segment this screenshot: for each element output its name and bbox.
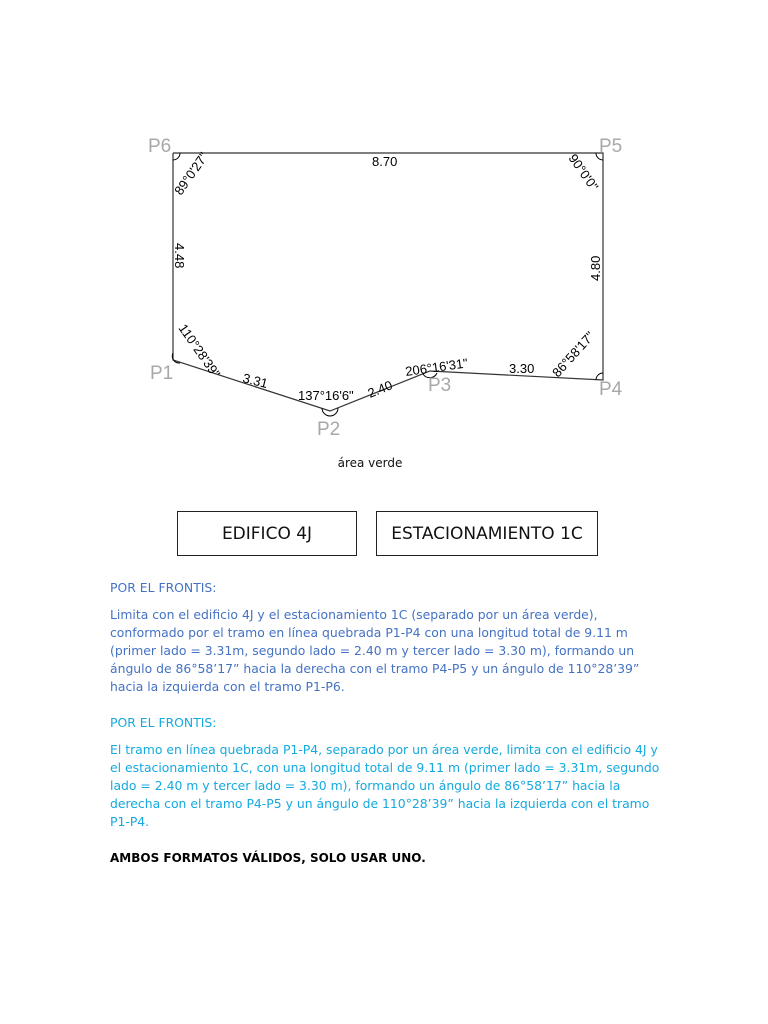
site-plan	[0, 0, 768, 480]
building-4j-box: EDIFICO 4J	[177, 511, 357, 556]
dim-p3-p4: 3.30	[509, 361, 535, 376]
angle-label-p3: 206°16'31"	[404, 355, 469, 379]
dim-p6-p1: 4.48	[172, 243, 187, 269]
area-verde-label: área verde	[337, 456, 403, 470]
point-label-p5: P5	[599, 136, 623, 157]
angle-arc-p6	[173, 153, 180, 160]
point-label-p2: P2	[317, 419, 341, 440]
parking-1c-box: ESTACIONAMIENTO 1C	[376, 511, 598, 556]
angle-label-p1: 110°28'39"	[175, 321, 224, 381]
angle-label-p5: 90°0'0"	[565, 151, 602, 194]
angle-label-p6: 89°0'27"	[171, 149, 212, 198]
section2-body: El tramo en línea quebrada P1-P4, separado por un área verde, limita con el edificio 4J y el estacionamiento 1C, con una longitud total de 9.11 m (primer lado = 3.31m, segundo lado = 2.40 m y tercer lado = 3.30 m), formando un ángulo de 86°58’17” hacia la derecha con el tramo P4-P5 y un ángulo de 110°28’39” hacia la izquierda con el tramo P1-P4.	[110, 742, 660, 829]
point-label-p1: P1	[150, 363, 174, 384]
dim-p2-p3: 2.40	[365, 377, 395, 401]
dim-p5-p4: 4.80	[588, 255, 603, 281]
usage-note: AMBOS FORMATOS VÁLIDOS, SOLO USAR UNO.	[110, 851, 426, 865]
dim-p1-p2: 3.31	[241, 370, 270, 392]
angle-label-p4: 86°58'17"	[549, 328, 598, 381]
dim-p6-p5: 8.70	[372, 154, 398, 169]
point-label-p3: P3	[428, 375, 452, 396]
angle-label-p2: 137°16'6"	[298, 388, 354, 403]
plan-outline	[173, 153, 603, 411]
section1-body: Limita con el edificio 4J y el estacionamiento 1C (separado por un área verde), conformado por el tramo en línea quebrada P1-P4 con una longitud total de 9.11 m (primer lado = 3.31m, segundo lado = 2.40 m y tercer lado = 3.30 m), formando un ángulo de 86°58’17” hacia la derecha con el tramo P4-P5 y un ángulo de 110°28’39” hacia la izquierda con el tramo P1-P6.	[110, 607, 640, 694]
point-label-p6: P6	[148, 136, 172, 157]
section1-heading: POR EL FRONTIS:	[110, 580, 217, 595]
section2-heading: POR EL FRONTIS:	[110, 715, 217, 730]
point-label-p4: P4	[599, 379, 623, 400]
